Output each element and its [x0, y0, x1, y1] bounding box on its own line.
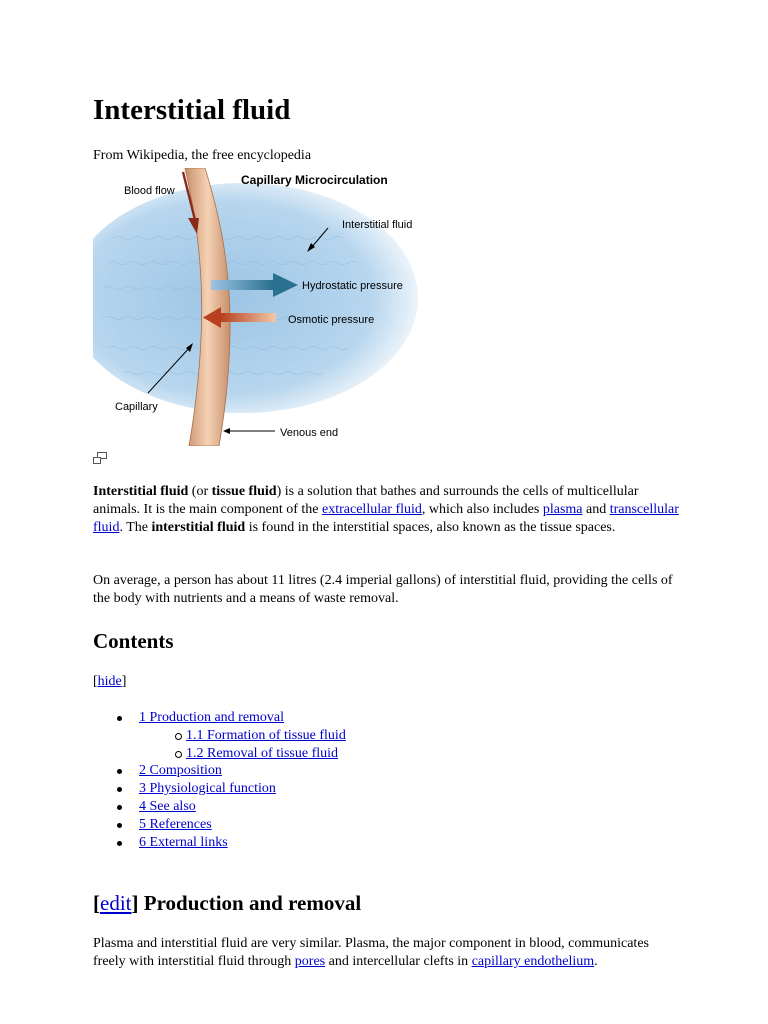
intro-paragraph-1: [93, 483, 683, 537]
link-plasma[interactable]: plasma: [542, 502, 583, 517]
venous-end-pointer: [223, 428, 275, 434]
toc-bullet: [117, 769, 122, 774]
capillary-diagram[interactable]: [93, 168, 438, 446]
toc-link[interactable]: 2 Composition: [139, 763, 222, 779]
text-span: , which also includes: [421, 502, 543, 517]
toc-link[interactable]: 1.2 Removal of tissue fluid: [186, 745, 339, 761]
text-span: is found in the interstitial spaces, also known as the tissue spaces.: [245, 520, 616, 535]
toc-bullet: [117, 841, 122, 846]
toc-bullet: [117, 716, 122, 721]
text-span: .: [594, 954, 598, 969]
bracket: [: [93, 891, 100, 915]
diagram-title: Capillary Microcirculation: [241, 173, 388, 187]
term-interstitial-fluid-2: interstitial fluid: [151, 520, 246, 535]
intro-paragraph-2: On average, a person has about 11 litres (2.4 imperial gallons) of interstitial fluid, providing the cells of the body with nutrients and a means of waste removal.: [93, 573, 673, 606]
toc-bullet: [117, 805, 122, 810]
edit-link[interactable]: edit: [100, 891, 132, 915]
text-span: ) is a solution that bathes and surrounds the cells of multicellular animals. It is the main component of the: [93, 484, 639, 517]
toc-circle-bullet: [175, 733, 182, 740]
text-span: and intercellular clefts in: [325, 954, 472, 969]
link-transcellular-fluid[interactable]: transcellular fluid: [93, 502, 679, 535]
bracket: ]: [121, 674, 127, 689]
label-blood-flow: Blood flow: [124, 185, 175, 197]
bracket: [: [93, 674, 98, 689]
toc-link[interactable]: 1 Production and removal: [139, 710, 285, 725]
page-title: Interstitial fluid: [93, 94, 291, 126]
term-tissue-fluid: tissue fluid: [211, 484, 277, 499]
toc-link[interactable]: 6 External links: [139, 834, 228, 850]
interstitial-fluid-region: [93, 183, 418, 413]
label-capillary: Capillary: [115, 401, 158, 413]
link-capillary-endothelium[interactable]: capillary endothelium: [471, 954, 595, 969]
tagline: From Wikipedia, the free encyclopedia: [93, 148, 312, 163]
toc-link[interactable]: 4 See also: [139, 798, 196, 814]
toc-circle-bullet: [175, 751, 182, 758]
term-interstitial-fluid: Interstitial fluid: [93, 484, 189, 499]
section-title: Production and removal: [138, 891, 362, 915]
label-hydrostatic-pressure: Hydrostatic pressure: [302, 280, 403, 292]
label-venous-end: Venous end: [280, 427, 339, 439]
contents-heading: Contents: [93, 629, 174, 653]
text-span: Plasma and interstitial fluid are very similar. Plasma, the major component in blood, communicates freely with interstitial fluid through: [93, 936, 649, 969]
section-heading-production: [93, 889, 361, 917]
toc-link[interactable]: 1.1 Formation of tissue fluid: [186, 727, 346, 743]
toc-toggle: [93, 673, 126, 691]
hide-link[interactable]: hide: [97, 674, 122, 689]
label-osmotic-pressure: Osmotic pressure: [288, 314, 375, 326]
link-extracellular-fluid[interactable]: extracellular fluid: [322, 502, 422, 517]
toc-bullet: [117, 823, 122, 828]
text-span: . The: [119, 520, 152, 535]
toc-link[interactable]: 5 References: [139, 816, 212, 832]
text-span: and: [582, 502, 610, 517]
text-span: (or: [188, 484, 212, 499]
enlarge-icon[interactable]: [93, 452, 107, 464]
bracket: ]: [131, 891, 139, 915]
toc-bullet: [117, 787, 122, 792]
toc-link[interactable]: 3 Physiological function: [139, 781, 276, 797]
section-paragraph-1: [93, 935, 683, 971]
label-interstitial-fluid: Interstitial fluid: [342, 219, 413, 231]
link-pores[interactable]: pores: [294, 954, 326, 969]
